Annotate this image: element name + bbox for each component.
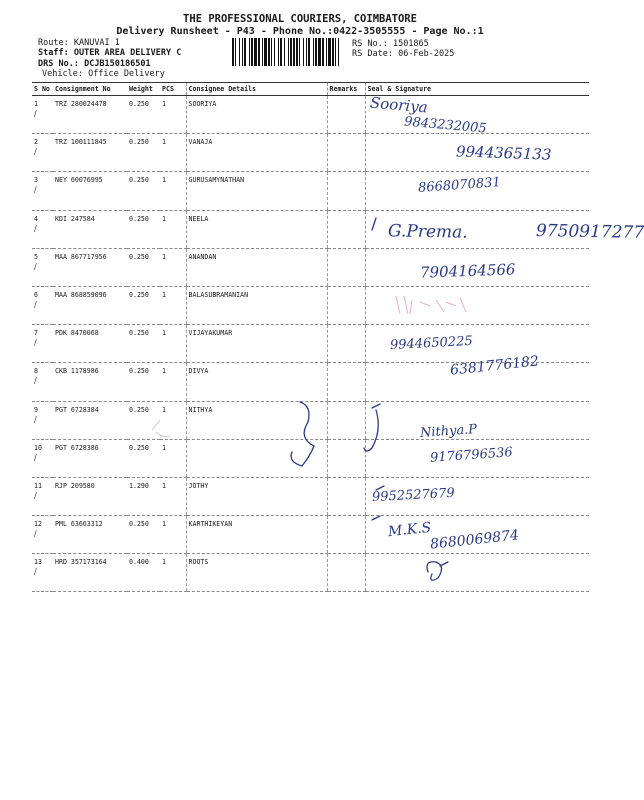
consignee-cell: BALASUBRAMANIAN (186, 286, 327, 324)
pcs-cell: 1 (160, 96, 186, 134)
weight-cell: 1.290 (127, 477, 160, 515)
consignment-no-cell: NEY 60076995 (53, 172, 127, 210)
pcs-cell: 1 (160, 134, 186, 172)
check-mark: / (34, 147, 37, 157)
consignee-cell: SOORIYA (186, 96, 327, 134)
weight-cell: 0.250 (127, 516, 160, 554)
sno-value: 1 (34, 100, 38, 108)
signature-phone: 9952527679 (371, 485, 456, 506)
check-mark: / (34, 529, 37, 539)
sno-value: 8 (34, 367, 38, 376)
sno-value: 13 (34, 558, 42, 567)
consignment-no-cell: HRD 357173164 (53, 554, 127, 592)
consignee-cell: VIJAYAKUMAR (186, 325, 327, 363)
consignment-no-cell: KDI 247584 (53, 210, 127, 248)
company-title: THE PROFESSIONAL COURIERS, COIMBATORE (183, 13, 417, 25)
consignee-cell: DIVYA (186, 363, 327, 401)
staff-label: Staff: (38, 48, 69, 58)
route-label: Route: (38, 38, 69, 48)
scribble-signature-10 (364, 404, 380, 451)
signature-phone: 9750917277 (535, 221, 644, 243)
consignee-cell: GURUSAMYNATHAN (186, 172, 327, 210)
consignee-cell: JOTHY (186, 477, 327, 515)
weight-cell: 0.250 (127, 210, 160, 248)
consignee-cell: KARTHIKEYAN (186, 516, 327, 554)
rs-no-value: 1501865 (392, 39, 429, 49)
signature-phone: 9944365133 (455, 142, 552, 164)
check-mark: / (34, 185, 37, 195)
scribble-pink-stamp (396, 296, 466, 314)
vehicle-value: Office Delivery (88, 69, 165, 79)
route-value: KANUVAI 1 (73, 38, 120, 48)
scribble-tick-11 (376, 486, 384, 490)
sno-value: 11 (34, 481, 42, 490)
scribble-faint-mark (152, 420, 170, 437)
drs-value: DCJB150186501 (84, 59, 151, 69)
signature-phone: 8680069874 (429, 527, 520, 553)
pcs-cell: 1 (160, 477, 186, 515)
consignment-no-cell: MAA 868859096 (53, 286, 127, 324)
sno-value: 2 (34, 138, 38, 147)
pcs-cell: 1 (160, 325, 186, 363)
pcs-cell: 1 (160, 554, 186, 592)
pcs-cell: 1 (160, 286, 186, 324)
consignment-no-cell: PML 63663312 (53, 516, 127, 554)
check-mark: / (34, 338, 37, 348)
weight-cell: 0.250 (127, 96, 160, 134)
drs-label: DRS No.: (38, 59, 79, 69)
weight-cell: 0.250 (127, 286, 160, 324)
sno-value: 7 (34, 329, 38, 338)
signature-name: Sooriya (369, 93, 429, 117)
col-consignee-details-header: Consignee Details (186, 83, 327, 96)
weight-cell: 0.250 (127, 325, 160, 363)
weight-cell: 0.250 (127, 134, 160, 172)
scribble-nithya-bracket (291, 402, 314, 466)
check-mark: / (34, 567, 37, 577)
rs-no-label: RS No.: (352, 39, 388, 49)
weight-cell: 0.400 (127, 554, 160, 592)
pcs-cell: 1 (160, 172, 186, 210)
consignee-cell: ANANDAN (186, 248, 327, 286)
signature-name: G.Prema. (387, 221, 468, 243)
consignment-no-cell: MAA 867717956 (53, 248, 127, 286)
sno-value: 4 (34, 214, 38, 223)
col-weight-header: Weight (127, 83, 160, 96)
scribble-tick-4 (372, 218, 376, 230)
sno-value: 6 (34, 290, 38, 299)
scribble-signature-13 (427, 562, 448, 581)
col-pcs-header: PCS (160, 83, 186, 96)
pcs-cell: 1 (160, 363, 186, 401)
signature-phone: 7904164566 (419, 260, 516, 282)
consignee-cell: VANAJA (186, 134, 327, 172)
staff-value: OUTER AREA DELIVERY C (73, 48, 182, 58)
col-remarks-header: Remarks (327, 83, 365, 96)
pcs-cell: 1 (160, 439, 186, 477)
sno-value: 10 (34, 443, 42, 452)
weight-cell: 0.250 (127, 401, 160, 439)
check-mark: / (34, 261, 37, 271)
signature-name: Nithya.P (419, 422, 478, 441)
weight-cell: 0.250 (127, 439, 160, 477)
sno-value: 5 (34, 252, 38, 261)
consignment-no-cell: PGT 6728384 (53, 401, 127, 439)
weight-cell: 0.250 (127, 248, 160, 286)
signature-phone: 6381776182 (449, 353, 540, 379)
sno-value: 12 (34, 520, 42, 529)
check-mark: / (34, 414, 37, 424)
check-mark: / (34, 299, 37, 309)
weight-cell: 0.250 (127, 363, 160, 401)
consignment-no-cell: TRZ 100111845 (53, 134, 127, 172)
sno-value: 9 (34, 405, 38, 414)
vehicle-label: Vehicle: (42, 69, 83, 79)
check-mark: / (34, 452, 37, 462)
col-consignment-no-header: Consignment No (53, 83, 127, 96)
consignment-no-cell: TRZ 280024478 (53, 96, 127, 134)
weight-cell: 0.250 (127, 172, 160, 210)
signature-phone: 9843232005 (403, 114, 488, 137)
check-mark: / (34, 490, 37, 500)
check-mark: / (34, 109, 37, 118)
signature-phone: 9176796536 (429, 445, 514, 466)
consignee-cell: NEELA (186, 210, 327, 248)
signature-name: M.K.S (387, 519, 433, 541)
rs-date-value: 06-Feb-2025 (398, 49, 455, 59)
sno-value: 3 (34, 176, 38, 185)
signature-phone: 9944650225 (389, 333, 474, 354)
consignment-no-cell: PDK 8470068 (53, 325, 127, 363)
scribble-tick-12 (372, 516, 380, 520)
rs-date-label: RS Date: (352, 49, 393, 59)
consignment-no-cell: RJP 209580 (53, 477, 127, 515)
pcs-cell: 1 (160, 516, 186, 554)
consignment-no-cell: CKB 1178986 (53, 363, 127, 401)
check-mark: / (34, 223, 37, 233)
signature-phone: 8668070831 (417, 175, 502, 196)
consignment-no-cell: PGT 6728386 (53, 439, 127, 477)
col-seal-signature-header: Seal & Signature (365, 83, 589, 96)
pcs-cell: 1 (160, 248, 186, 286)
col-sno-header: S No (32, 83, 53, 96)
pcs-cell: 1 (160, 210, 186, 248)
check-mark: / (34, 376, 37, 386)
runsheet-subtitle: Delivery Runsheet - P43 - Phone No.:0422-3505555 - Page No.:1 (116, 26, 484, 37)
pcs-cell: 1 (160, 401, 186, 439)
consignee-cell: NITHYA (186, 401, 327, 439)
consignee-cell: ROOTS (186, 554, 327, 592)
